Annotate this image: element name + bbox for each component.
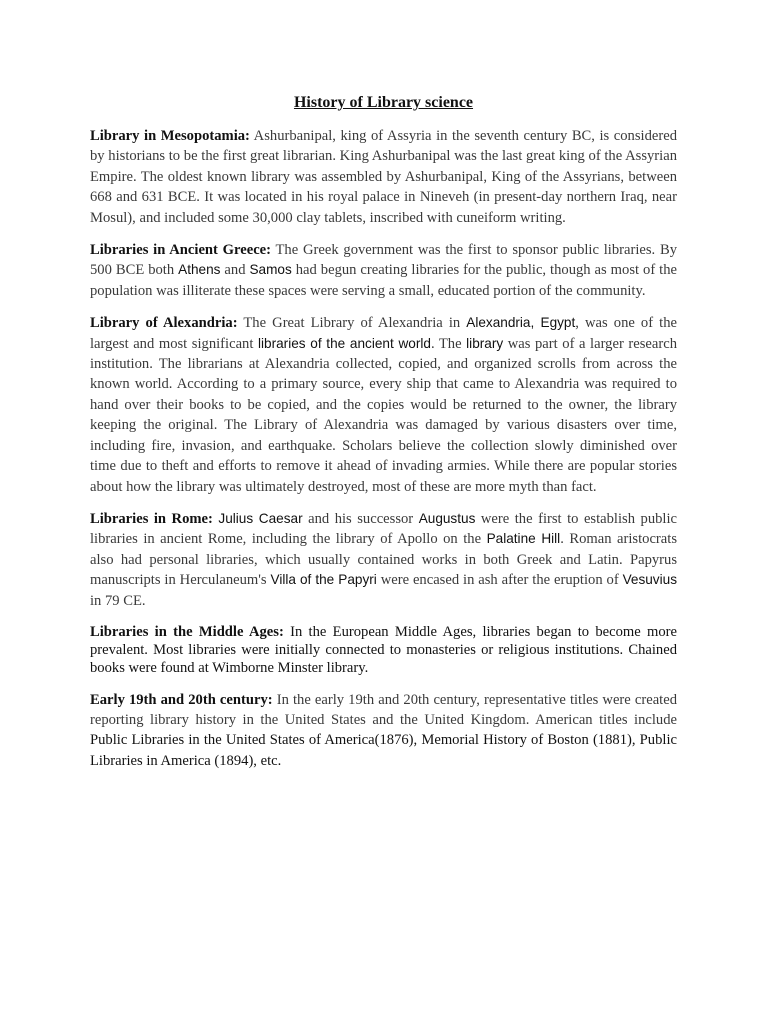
document-title: History of Library science	[293, 94, 474, 111]
section-text: In the European Middle Ages, libraries began to become more prevalent. Most libraries were initially connected to monasteries or religious institutions. Chained books were found at Wimborne Minster library.	[90, 623, 677, 677]
ancient-libraries-link[interactable]: libraries of the ancient world	[257, 335, 431, 351]
palatine-hill-link[interactable]: Palatine Hill	[486, 531, 561, 547]
samos-link[interactable]: Samos	[249, 262, 292, 278]
public-libraries-title: Public Libraries in the United States of America(1876),	[90, 732, 418, 749]
section-text: . The	[430, 335, 467, 352]
section-heading: Libraries in Ancient Greece:	[90, 242, 272, 259]
augustus-link[interactable]: Augustus	[418, 510, 476, 526]
section-heading: Libraries in Rome:	[90, 510, 213, 527]
section-mesopotamia	[90, 126, 677, 228]
memorial-history-title: Memorial History of Boston (1881), Public Libraries in America (1894), etc.	[90, 732, 677, 769]
section-text: Ashurbanipal, king of Assyria in the seventh century BC, is considered by historians to be the first great librarian. King Ashurbanipal was the last great king of the Assyrian Empire. The oldest known library was assembled by Ashurbanipal, King of the Assyrians, between 668 and 631 BCE. It was located in his royal palace in Nineveh (in present-day northern Iraq, near Mosul), and included some 30,000 clay tablets, inscribed with cuneiform writing.	[90, 128, 677, 226]
section-heading: Early 19th and 20th century:	[90, 691, 273, 708]
section-19th-20th-century	[90, 690, 677, 772]
alexandria-link[interactable]: Alexandria	[466, 315, 531, 331]
document-page	[90, 92, 677, 783]
julius-caesar-link[interactable]: Julius Caesar	[218, 510, 303, 526]
egypt-link[interactable]: Egypt	[540, 315, 576, 331]
section-rome	[90, 509, 677, 611]
section-heading: Libraries in the Middle Ages:	[90, 623, 284, 640]
section-text: were the first to establish public libraries in ancient Rome, including the library of Apollo on the	[90, 510, 678, 548]
section-text: and	[220, 262, 250, 279]
section-heading: Library of Alexandria:	[90, 315, 238, 332]
section-text: and his successor	[302, 510, 419, 527]
section-alexandria	[90, 313, 677, 497]
section-heading: Library in Mesopotamia:	[90, 128, 250, 144]
section-text: In the early 19th and 20th century, representative titles were created reporting library history in the United States and the United Kingdom. American titles include	[90, 691, 677, 728]
section-text: had begun creating libraries for the public, though as most of the population was illiterate these spaces were serving a small, educated portion of the community.	[90, 262, 677, 299]
section-text: was part of a larger research institution. The librarians at Alexandria collected, copied, and organized scrolls from across the known world. According to a primary source, every ship that came to Alexandria was required to hand over their books to be copied, and the copies would be returned to the owner, the library keeping the original. The Library of Alexandria was damaged by various disasters over time, including fire, invasion, and earthquake. Scholars believe the collection slowly diminished over time due to theft and efforts to remove it ahead of invading armies. While there are popular stories about how the library was ultimately destroyed, most of these are more myth than fact.	[90, 335, 677, 495]
section-text: in 79 CE.	[90, 592, 146, 609]
section-text: The Great Library of Alexandria in	[237, 315, 467, 332]
section-text: were encased in ash after the eruption of	[376, 572, 623, 589]
section-middle-ages	[90, 623, 677, 678]
villa-of-the-papyri-link[interactable]: Villa of the Papyri	[270, 572, 377, 588]
section-text: . Roman aristocrats also had personal libraries, which usually contained works in both Greek and Latin. Papyrus manuscripts in Herculaneum's	[90, 531, 677, 589]
section-ancient-greece	[90, 240, 677, 301]
vesuvius-link[interactable]: Vesuvius	[622, 572, 677, 588]
section-text: , was one of the largest and most significant	[90, 315, 677, 352]
section-text: ,	[530, 315, 541, 331]
section-text: The Greek government was the first to sponsor public libraries. By 500 BCE both	[90, 242, 677, 279]
library-link[interactable]: library	[466, 335, 504, 351]
athens-link[interactable]: Athens	[178, 262, 221, 278]
